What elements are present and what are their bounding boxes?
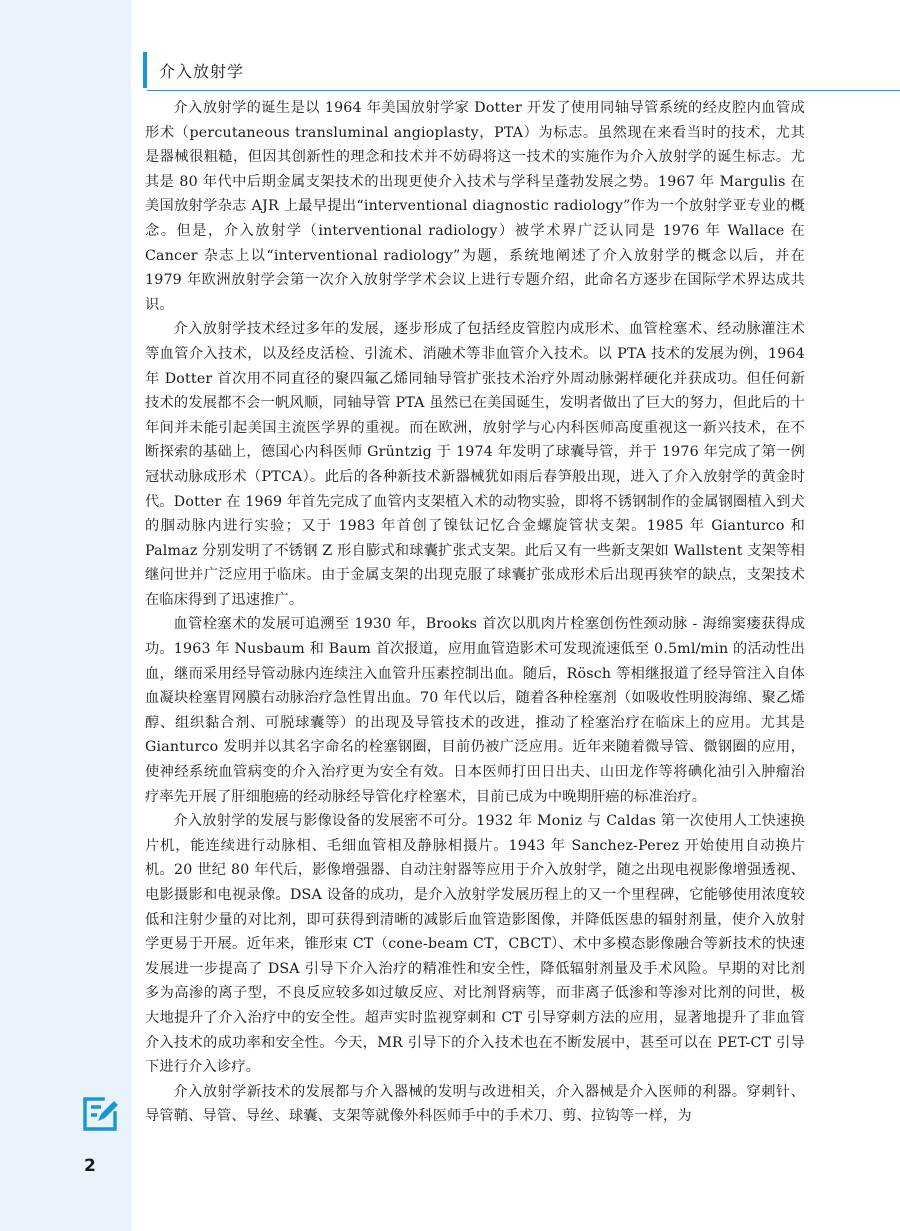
paragraph-3: 血管栓塞术的发展可追溯至 1930 年，Brooks 首次以肌肉片栓塞创伤性颈动脉 - 海绵窦瘘获得成功。1963 年 Nusbaum 和 Baum 首次报道，应用血管造影术可发现流速低至 0.5ml/min 的活动性出血，继而采用经导管动脉内连续注入血管升压素控制出血。随后，Rösch 等相继报道了经导管注入自体血凝块栓塞胃网膜右动脉治疗急性胃出血。70 年代以后，随着各种栓塞剂（如吸收性明胶海绵、聚乙烯醇、组织黏合剂、可脱球囊等）的出现及导管技术的改进，推动了栓塞治疗在临床上的应用。尤其是 Gianturco 发明并以其名字命名的栓塞钢圈，目前仍被广泛应用。近年来随着微导管、微钢圈的应用，使神经系统血管病变的介入治疗更为安全有效。日本医师打田日出夫、山田龙作等将碘化油引入肿瘤治疗率先开展了肝细胞癌的经动脉经导管化疗栓塞术，目前已成为中晚期肝癌的标准治疗。 xyxy=(145,616,805,805)
paragraph-5: 介入放射学新技术的发展都与介入器械的发明与改进相关，介入器械是介入医师的利器。穿刺针、导管鞘、导管、导丝、球囊、支架等就像外科医师手中的手术刀、剪、拉钩等一样，为 xyxy=(145,1083,805,1125)
paragraph-1: 介入放射学的诞生是以 1964 年美国放射学家 Dotter 开发了使用同轴导管系统的经皮腔内血管成形术（percutaneous transluminal angioplasty，PTA）为标志。虽然现在来看当时的技术，尤其是器械很粗糙，但因其创新性的理念和技术并不妨碍将这一技术的实施作为介入放射学的诞生标志。尤其是 80 年代中后期金属支架技术的出现更使介入技术与学科呈蓬勃发展之势。1967 年 Margulis 在美国放射学杂志 AJR 上最早提出“interventional diagnostic radiology”作为一个放射学亚专业的概念。但是，介入放射学（interventional radiology）被学术界广泛认同是 1976 年 Wallace 在 Cancer 杂志上以“interventional radiology”为题，系统地阐述了介入放射学的概念以后，并在 1979 年欧洲放射学会第一次介入放射学学术会议上进行专题介绍，此命名方逐步在国际学术界达成共识。 xyxy=(145,100,805,313)
edit-note-icon xyxy=(81,1095,119,1133)
running-header xyxy=(143,52,244,88)
page-sidebar xyxy=(0,0,131,1231)
paragraph-4: 介入放射学的发展与影像设备的发展密不可分。1932 年 Moniz 与 Caldas 第一次使用人工快速换片机，能连续进行动脉相、毛细血管相及静脉相摄片。1943 年 Sanchez-Perez 开始使用自动换片机。20 世纪 80 年代后，影像增强器、自动注射器等应用于介入放射学，随之出现电视影像增强透视、电影摄影和电视录像。DSA 设备的成功，是介入放射学发展历程上的又一个里程碑，它能够使用浓度较低和注射少量的对比剂，即可获得到清晰的减影后血管造影图像，并降低医患的辐射剂量，使介入放射学更易于开展。近年来，锥形束 CT（cone-beam CT，CBCT）、术中多模态影像融合等新技术的快速发展进一步提高了 DSA 引导下介入治疗的精准性和安全性，降低辐射剂量及手术风险。早期的对比剂多为高渗的离子型，不良反应较多如过敏反应、对比剂肾病等，而非离子低渗和等渗对比剂的问世，极大地提升了介入治疗中的安全性。超声实时监视穿刺和 CT 引导穿刺方法的应用，显著地提升了非血管介入技术的成功率和安全性。今天，MR 引导下的介入技术也在不断发展中，甚至可以在 PET-CT 引导下进行介入诊疗。 xyxy=(145,813,805,1076)
body-text xyxy=(145,96,805,1129)
paragraph-2: 介入放射学技术经过多年的发展，逐步形成了包括经皮管腔内成形术、血管栓塞术、经动脉灌注术等血管介入技术，以及经皮活检、引流术、消融术等非血管介入技术。以 PTA 技术的发展为例，1964 年 Dotter 首次用不同直径的聚四氟乙烯同轴导管扩张技术治疗外周动脉粥样硬化并获成功。但任何新技术的发展都不会一帆风顺，同轴导管 PTA 虽然已在美国诞生，发明者做出了巨大的努力，但此后的十年间并未能引起美国主流医学界的重视。而在欧洲，放射学与心内科医师高度重视这一新兴技术，在不断探索的基础上，德国心内科医师 Grüntzig 于 1974 年发明了球囊导管，并于 1976 年完成了第一例冠状动脉成形术（PTCA）。此后的各种新技术新器械犹如雨后春笋般出现，进入了介入放射学的黄金时代。Dotter 在 1969 年首先完成了血管内支架植入术的动物实验，即将不锈钢制作的金属钢圈植入到犬的腘动脉内进行实验；又于 1983 年首创了镍钛记忆合金螺旋管状支架。1985 年 Gianturco 和 Palmaz 分别发明了不锈钢 Z 形自膨式和球囊扩张式支架。此后又有一些新支架如 Wallstent 支架等相继问世并广泛应用于临床。由于金属支架的出现克服了球囊扩张成形术后出现再狭窄的缺点，支架技术在临床得到了迅速推广。 xyxy=(145,321,805,608)
page-number: 2 xyxy=(84,1156,96,1176)
header-accent-bar xyxy=(143,52,147,88)
header-rule xyxy=(147,90,900,91)
header-title: 介入放射学 xyxy=(159,61,245,81)
